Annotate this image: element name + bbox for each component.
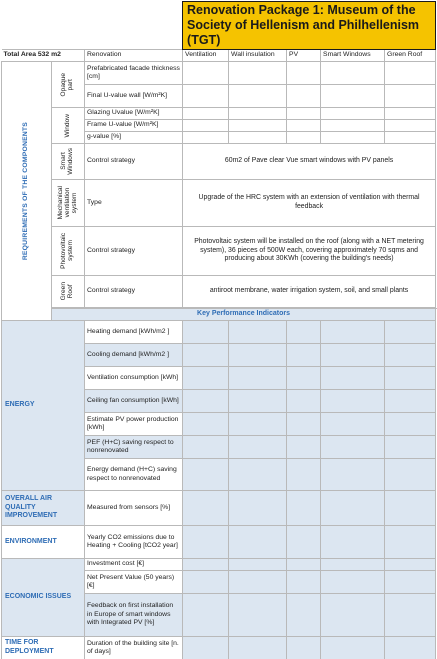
row-label: g-value [%] [85,132,183,144]
row-label: Net Present Value (50 years) [€] [85,571,183,594]
row-label: Estimate PV power production [kWh] [85,413,183,436]
row-label: Control strategy [85,227,183,276]
row-label: Control strategy [85,276,183,308]
ventilation-note: Upgrade of the HRC system with an extension of ventilation with thermal feedback [183,180,436,227]
group-label-green-roof: Green Roof [52,276,85,308]
requirements-section-label: REQUIREMENTS OF THE COMPONENTS [2,62,52,321]
row-label: Heating demand [kWh/m2 ] [85,321,183,344]
category-time-for-deployment: TIME FOR DEPLOYMENT [2,637,85,659]
group-label-photovoltaic: Photovoltaic system [52,227,85,276]
col-header-wall-insulation: Wall insulation [229,50,287,62]
total-area: Total Area 532 m2 [2,50,85,62]
col-header-ventilation: Ventilation [183,50,229,62]
row-label: Ceiling fan consumption [kWh] [85,390,183,413]
smart-windows-note: 60m2 of Pave clear Vue smart windows with PV panels [183,144,436,180]
row-label: Control strategy [85,144,183,180]
category-air-quality: OVERALL AIR QUALITY IMPROVEMENT [2,491,85,526]
col-header-green-roof: Green Roof [385,50,436,62]
group-label-smart-windows: Smart Windows [52,144,85,180]
row-label: Prefabricated facade thickness [cm] [85,62,183,85]
row-label: Ventilation consumption [kWh] [85,367,183,390]
row-label: Energy demand (H+C) saving respect to nonrenovated [85,459,183,491]
kpi-header: Key Performance Indicators [52,309,436,321]
title-spacer [2,2,183,50]
category-environment: ENVIRONMENT [2,526,85,559]
row-label: Glazing Uvalue [W/m²K] [85,108,183,120]
group-label-mechanical-ventilation: Mechanical ventilation system [52,180,85,227]
photovoltaic-note: Photovoltaic system will be installed on the roof (along with a NET metering system), 36 pieces of 500W each, covering approximately 70 sqms and producing about 30KWh (covering the building's needs) [183,227,436,276]
category-economic-issues: ECONOMIC ISSUES [2,559,85,637]
row-label: Frame U-value [W/m²K] [85,120,183,132]
row-label: Cooling demand [kWh/m2 ] [85,344,183,367]
row-label: Yearly CO2 emissions due to Heating + Cooling [tCO2 year] [85,526,183,559]
group-label-window: Window [52,108,85,144]
row-label: Duration of the building site [n. of days] [85,637,183,659]
row-label: Type [85,180,183,227]
page-title: Renovation Package 1: Museum of the Society of Hellenism and Philhellenism (TGT) [183,2,436,50]
col-header-smart-windows: Smart Windows [321,50,385,62]
row-label: Feedback on first installation in Europe of smart windows with Integrated PV [%] [85,594,183,637]
category-energy: ENERGY [2,321,85,491]
group-label-opaque: Opaque part [52,62,85,108]
row-label: Final U-value wall [W/m²K] [85,85,183,108]
renovation-package-table [1,1,436,659]
col-header-renovation: Renovation [85,50,183,62]
row-label: PEF (H+C) saving respect to nonrenovated [85,436,183,459]
row-label: Investment cost [€] [85,559,183,571]
green-roof-note: antiroot membrane, water irrigation system, soil, and small plants [183,276,436,308]
row-label: Measured from sensors [%] [85,491,183,526]
col-header-pv: PV [287,50,321,62]
